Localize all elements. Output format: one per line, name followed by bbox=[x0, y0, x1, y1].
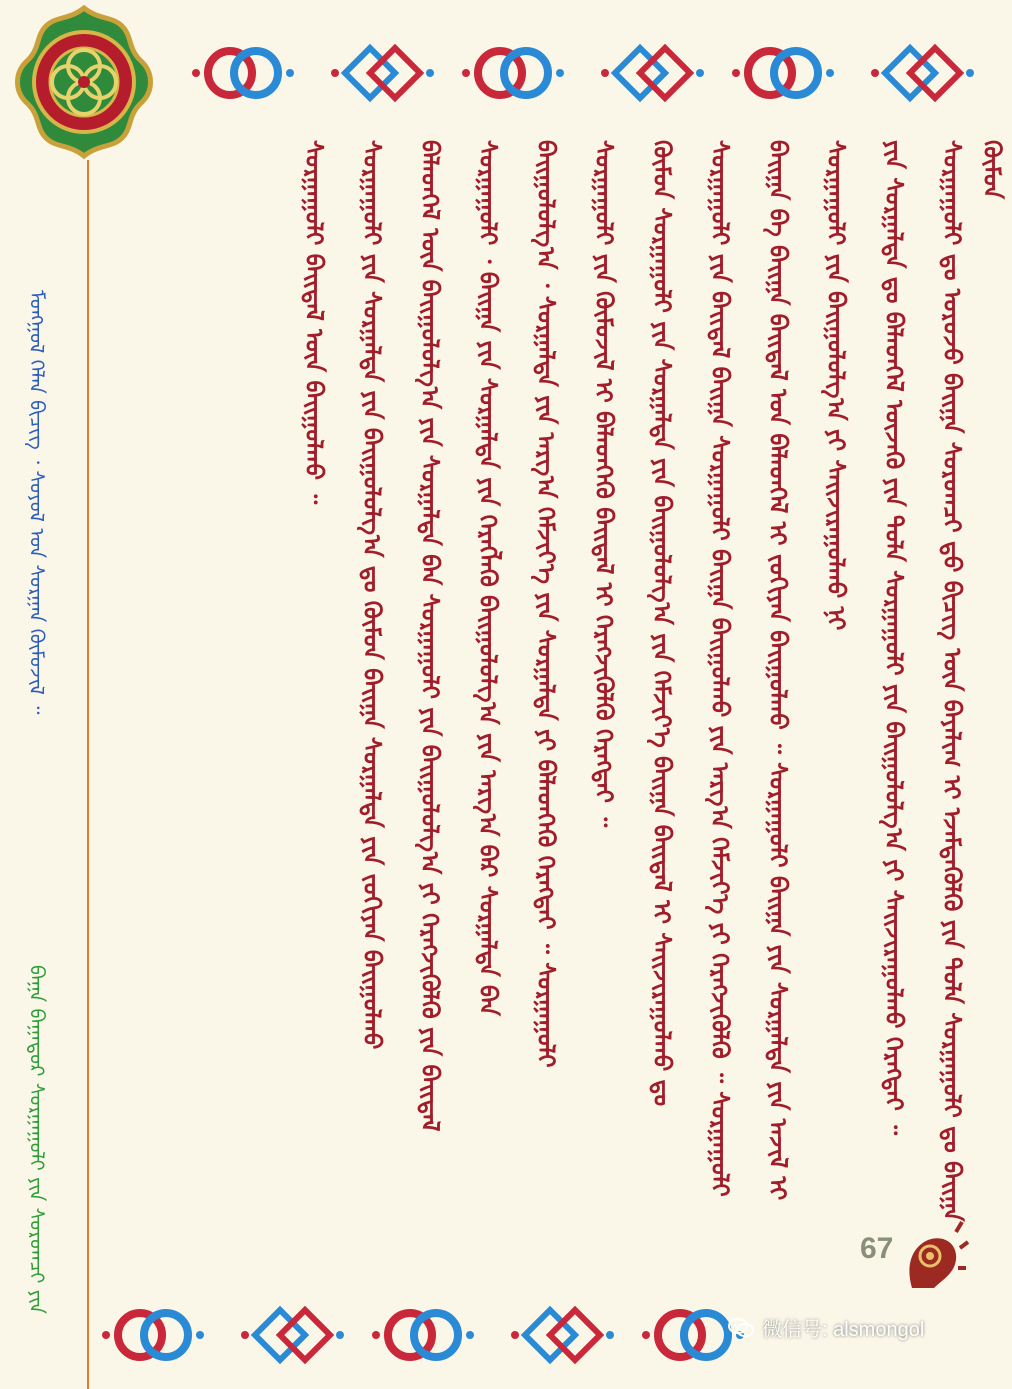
diamond-knot-icon bbox=[511, 1310, 614, 1360]
body-text bbox=[112, 140, 1007, 1270]
text-column: ᠬᠦᠮᠦᠨ ᠰᠤᠷᠭᠠᠭᠤᠯᠢ ᠶᠢᠨ ᠰᠤᠷᠭᠠᠯᠲᠠ ᠶᠢᠨ ᠪᠠᠢᠭᠤᠯᠤᠯᠭ᠎ᠠ ᠶᠢᠨ ᠬᠡᠮᠵᠢᠶ᠎ᠡ ᠪᠠᠢᠭᠠ ᠪᠠᠢᠳᠠᠯ ᠢ ᠰᠠᠢᠵᠢᠷᠠᠭᠤᠯᠬᠤ ᠳᠤ bbox=[648, 140, 677, 1107]
ornament-border-top bbox=[190, 28, 990, 118]
running-subtitle: ᠪᠠᠭᠠ ᠪᠠᠭᠠᠳᠤᠷ ᠰᠤᠷᠭᠠᠭᠤᠯᠢ ᠶᠢᠨ ᠰᠤᠷᠤᠭᠴᠢ ᠶᠢᠨ bbox=[25, 965, 49, 1314]
wechat-icon bbox=[728, 1317, 754, 1339]
text-column: ᠪᠠᠢᠭᠤᠯᠤᠯᠭ᠎ᠠ ᠂ ᠰᠤᠷᠭᠠᠯᠲᠠ ᠶᠢᠨ ᠠᠷᠭ᠎ᠠ ᠬᠡᠮᠵᠢᠶ᠎ᠡ ᠶᠢᠨ ᠰᠤᠷᠭᠠᠯᠲᠠ ᠶᠢ ᠪᠡᠯᠡᠳᠬᠡᠬᠦ ᠬᠡᠷᠡᠭᠲᠡᠢ ᠃ ᠰᠤᠷᠭᠠᠭᠤᠯᠢ bbox=[532, 140, 561, 1068]
diamond-knot-icon bbox=[601, 48, 704, 98]
ring-knot-icon bbox=[732, 51, 834, 95]
diamond-knot-icon bbox=[871, 48, 974, 98]
text-column: ᠪᠡᠯᠡᠳᠬᠡᠯ ᠦᠨ ᠪᠠᠢᠭᠤᠯᠤᠯᠭ᠎ᠠ ᠶᠢᠨ ᠰᠤᠷᠭᠠᠯᠲᠠ ᠪᠡᠨ ᠰᠤᠷᠭᠠᠭᠤᠯᠢ ᠶᠢᠨ ᠪᠠᠢᠭᠤᠯᠤᠯᠭ᠎ᠠ ᠶᠢ ᠬᠡᠷᠡᠭᠵᠢᠭᠦᠯᠬᠦ ᠶᠢᠨ ᠪᠠᠢᠳᠠᠯ bbox=[416, 140, 445, 1132]
text-column: ᠰᠤᠷᠭᠠᠭᠤᠯᠢ ᠶᠢᠨ ᠬᠦᠮᠦᠵᠢᠯ ᠢ ᠪᠡᠯᠡᠳᠬᠡᠬᠦ ᠪᠠᠢᠳᠠᠯ ᠢ ᠬᠡᠷᠡᠭᠵᠢᠭᠦᠯᠬᠦ ᠬᠡᠷᠡᠭᠲᠡᠢ ᠃ bbox=[590, 140, 619, 828]
margin-column bbox=[0, 0, 88, 1389]
running-title: ᠮᠣᠩᠭᠣᠯ ᠬᠡᠯᠡᠨ ᠪᠢᠴᠢᠭ᠌ ᠂ ᠰᠣᠶᠣᠯ ᠤᠨ ᠰᠤᠷᠭᠠᠨ ᠬᠦᠮᠦᠵᠢᠯ ᠃ bbox=[25, 290, 49, 715]
text-column: ᠰᠤᠷᠭᠠᠭᠤᠯᠢ ᠪᠠᠢᠳᠠᠯ ᠦᠨ ᠪᠠᠢᠭᠤᠯᠬᠤ ᠃ bbox=[300, 140, 329, 505]
diamond-knot-icon bbox=[241, 1310, 344, 1360]
text-column: ᠰᠤᠷᠭᠠᠭᠤᠯᠢ ᠶᠢᠨ ᠪᠠᠢᠳᠠᠯ ᠪᠠᠢᠭᠠ ᠰᠤᠷᠭᠠᠭᠤᠯᠢ ᠪᠠᠢᠭᠠ ᠪᠠᠢᠭᠤᠯᠬᠤ ᠶᠢᠨ ᠠᠷᠭ᠎ᠠ ᠬᠡᠮᠵᠢᠶ᠎ᠡ ᠶᠢ ᠬᠡᠷᠡᠭᠵᠢᠭᠦᠯᠬᠦ ᠃ ᠰᠤᠷᠭᠠᠭᠤᠯᠢ bbox=[706, 140, 735, 1197]
ring-knot-icon bbox=[372, 1313, 474, 1357]
text-column: ᠰᠤᠷᠭᠠᠭᠤᠯᠢ ᠂ ᠪᠠᠢᠭᠠ ᠶᠢᠨ ᠰᠤᠷᠭᠠᠯᠲᠠ ᠶᠢᠨ ᠬᠡᠷᠡᠭᠯᠡᠬᠦ ᠪᠠᠢᠭᠤᠯᠤᠯᠭ᠎ᠠ ᠶᠢᠨ ᠠᠷᠭ᠎ᠠ ᠪᠡᠷ ᠰᠤᠷᠭᠠᠯᠲᠠ ᠪᠡᠨ bbox=[474, 140, 503, 1017]
ring-knot-icon bbox=[192, 51, 294, 95]
page-number: 67 bbox=[860, 1232, 894, 1265]
ring-knot-icon bbox=[102, 1313, 204, 1357]
ram-mascot-icon bbox=[900, 1218, 970, 1298]
ring-knot-icon bbox=[462, 51, 564, 95]
wechat-watermark bbox=[728, 1313, 924, 1342]
text-column: ᠶᠢᠨ ᠰᠤᠷᠭᠠᠯᠲᠠ ᠳᠤ ᠪᠡᠯᠡᠳᠬᠡᠯ ᠦᠵᠡᠬᠦ ᠶᠢᠨ ᠲᠤᠯᠠ ᠰᠤᠷᠭᠠᠭᠤᠯᠢ ᠶᠢᠨ ᠪᠠᠢᠭᠤᠯᠤᠯᠭ᠎ᠠ ᠶᠢ ᠰᠠᠢᠵᠢᠷᠠᠭᠤᠯᠬᠤ ᠬᠡᠷᠡᠭᠲᠡᠢ ᠃ bbox=[880, 140, 909, 1136]
watermark-label: 微信号: alsmongol bbox=[762, 1319, 925, 1341]
diamond-knot-icon bbox=[331, 48, 434, 98]
text-column: ᠰᠤᠷᠭᠠᠭᠤᠯᠢ ᠶᠢᠨ ᠪᠠᠢᠭᠤᠯᠤᠯᠭ᠎ᠠ ᠶᠢ ᠰᠠᠢᠵᠢᠷᠠᠭᠤᠯᠬᠤ ᠨᠢ bbox=[822, 140, 851, 631]
text-column: ᠰᠤᠷᠭᠠᠭᠤᠯᠢ ᠶᠢᠨ ᠰᠤᠷᠭᠠᠯᠲᠠ ᠶᠢᠨ ᠪᠠᠢᠭᠤᠯᠤᠯᠭ᠎ᠠ ᠳᠤ ᠬᠦᠮᠦᠨ ᠪᠠᠢᠭᠠ ᠰᠤᠷᠭᠠᠯᠲᠠ ᠶᠢᠨ ᠵᠣᠬᠢᠶᠠᠨ ᠪᠠᠢᠭᠤᠯᠬᠤ bbox=[358, 140, 387, 1050]
text-column: ᠰᠤᠷᠭᠠᠭᠤᠯᠢ ᠳᠤ ᠤᠷᠤᠵᠤ ᠪᠠᠢᠭᠠ ᠰᠤᠷᠤᠭᠴᠢ ᠳ᠋ᠦ ᠪᠢᠴᠢᠭ ᠦᠨ ᠪᠠᠶᠠᠯᠢᠭ ᠢ ᠡᠵᠡᠮᠳᠡᠭᠦᠯᠬᠦ ᠶᠢᠨ ᠲᠤᠯᠠ ᠰᠤᠷᠭᠠᠭᠤᠯᠢ ᠳᠤ ᠪᠠᠢᠭᠠ ᠬᠦᠮᠦᠨ bbox=[938, 140, 1007, 1222]
text-column: ᠪᠠᠢᠭᠠ ᠪᠠ ᠪᠠᠢᠭᠠ ᠪᠠᠢᠳᠠᠯ ᠤᠨ ᠪᠡᠯᠡᠳᠬᠡᠯ ᠢ ᠵᠣᠬᠢᠶᠠᠨ ᠪᠠᠢᠭᠤᠯᠬᠤ ᠃ ᠰᠤᠷᠭᠠᠭᠤᠯᠢ ᠪᠠᠢᠭᠠ ᠶᠢᠨ ᠰᠤᠷᠭᠠᠯᠲᠠ ᠶᠢᠨ ᠠᠵᠢᠯ ᠢ bbox=[764, 140, 793, 1201]
